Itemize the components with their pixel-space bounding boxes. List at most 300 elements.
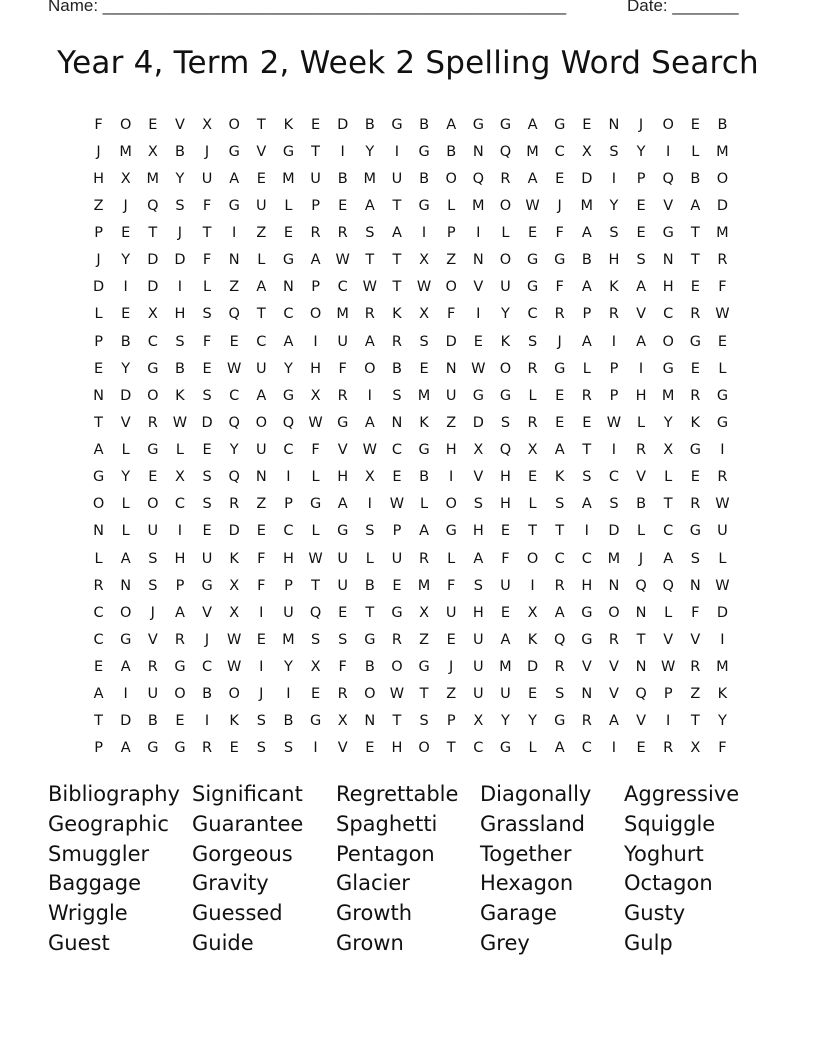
grid-letter: D [174, 252, 186, 269]
grid-letter: G [472, 387, 484, 404]
grid-letter: S [609, 143, 619, 160]
grid-letter: Y [636, 143, 646, 160]
grid-letter: E [148, 469, 158, 486]
grid-letter: X [473, 713, 484, 730]
grid-letter: A [581, 496, 592, 513]
grid-letter: I [720, 442, 725, 459]
grid-letter: G [662, 225, 674, 242]
grid-letter: Y [365, 143, 375, 160]
grid-letter: G [526, 252, 539, 269]
grid-letter: E [555, 414, 565, 431]
grid-letter: B [174, 143, 185, 160]
word-list-item: Baggage [48, 871, 142, 896]
grid-row [85, 437, 736, 464]
grid-letter: T [528, 523, 537, 540]
grid-letter: O [526, 550, 539, 567]
grid-letter: C [554, 550, 565, 567]
grid-letter: O [364, 360, 376, 377]
grid-letter: N [445, 360, 457, 377]
grid-letter: Y [229, 442, 239, 459]
grid-letter: T [365, 252, 375, 269]
grid-letter: E [148, 116, 158, 133]
grid-letter: V [663, 631, 674, 648]
grid-letter: E [636, 197, 646, 214]
grid-letter: A [581, 225, 592, 242]
grid-letter: Z [419, 631, 430, 648]
grid-letter: O [662, 116, 674, 133]
grid-letter: S [365, 225, 375, 242]
grid-letter: C [581, 550, 592, 567]
grid-letter: F [94, 116, 103, 133]
grid-letter: N [608, 577, 620, 594]
grid-letter: P [94, 740, 103, 757]
grid-letter: T [636, 631, 646, 648]
grid-letter: C [527, 306, 538, 323]
grid-letter: R [608, 306, 619, 323]
grid-letter: D [472, 414, 484, 431]
grid-letter: S [202, 496, 212, 513]
grid-row [85, 654, 736, 681]
grid-letter: M [607, 550, 621, 567]
grid-letter: F [311, 442, 320, 459]
grid-letter: U [500, 686, 511, 703]
grid-letter: O [445, 170, 457, 187]
grid-letter: V [581, 659, 592, 676]
grid-letter: P [446, 225, 456, 242]
grid-letter: F [338, 659, 347, 676]
grid-letter: V [256, 143, 267, 160]
grid-letter: E [283, 225, 294, 242]
grid-letter: E [690, 469, 700, 486]
grid-letter: Y [121, 469, 131, 486]
grid-letter: P [94, 333, 103, 350]
grid-letter: L [447, 197, 456, 214]
grid-letter: M [363, 170, 377, 187]
grid-letter: C [283, 306, 294, 323]
grid-letter: P [94, 225, 103, 242]
grid-letter: R [717, 252, 728, 269]
grid-letter: I [177, 523, 183, 540]
grid-letter: E [717, 333, 728, 350]
grid-letter: L [582, 360, 591, 377]
grid-letter: G [716, 414, 729, 431]
grid-letter: Z [446, 686, 457, 703]
grid-letter: F [718, 279, 727, 296]
grid-letter: C [554, 143, 565, 160]
grid-letter: B [717, 116, 728, 133]
grid-letter: Z [256, 496, 267, 513]
grid-letter: E [93, 360, 104, 377]
grid-letter: S [175, 197, 185, 214]
grid-letter: J [638, 550, 644, 567]
word-list-item: Smuggler [48, 841, 150, 866]
grid-letter: H [93, 170, 105, 187]
grid-letter: A [581, 333, 592, 350]
grid-letter: R [527, 414, 538, 431]
grid-letter: P [636, 170, 646, 187]
grid-letter: G [418, 197, 430, 214]
grid-letter: F [447, 306, 456, 323]
grid-letter: T [663, 496, 673, 513]
grid-letter: J [638, 116, 644, 133]
word-column [192, 780, 336, 959]
grid-letter: D [716, 604, 729, 621]
grid-letter: V [174, 116, 185, 133]
grid-letter: A [120, 659, 131, 676]
grid-letter: B [337, 170, 348, 187]
grid-letter: G [364, 631, 376, 648]
grid-letter: U [337, 333, 348, 350]
grid-letter: C [283, 442, 294, 459]
grid-letter: R [663, 740, 674, 757]
grid-letter: R [147, 414, 158, 431]
grid-letter: E [555, 387, 565, 404]
grid-row [85, 111, 736, 138]
grid-letter: S [582, 469, 592, 486]
grid-letter: H [174, 550, 186, 567]
grid-letter: G [472, 116, 484, 133]
grid-letter: E [500, 523, 511, 540]
grid-letter: S [636, 252, 646, 269]
grid-letter: A [636, 279, 647, 296]
word-list-item: Diagonally [480, 782, 592, 806]
grid-letter: Z [446, 414, 457, 431]
grid-letter: I [340, 143, 345, 160]
grid-letter: J [96, 143, 101, 160]
grid-letter: I [666, 713, 671, 730]
grid-letter: S [609, 496, 619, 513]
grid-letter: L [311, 469, 320, 486]
grid-letter: I [313, 333, 318, 350]
grid-letter: P [609, 360, 619, 377]
grid-letter: B [636, 496, 647, 513]
grid-letter: A [93, 442, 104, 459]
grid-letter: E [555, 170, 565, 187]
grid-letter: I [259, 659, 264, 676]
grid-letter: G [499, 740, 512, 757]
grid-letter: G [554, 116, 566, 133]
grid-letter: U [147, 686, 159, 703]
grid-letter: P [582, 306, 592, 323]
grid-letter: E [202, 442, 212, 459]
grid-letter: S [310, 631, 321, 648]
grid-letter: N [472, 252, 484, 269]
grid-letter: M [417, 387, 431, 404]
grid-letter: E [690, 279, 700, 296]
grid-letter: R [636, 442, 647, 459]
grid-letter: R [391, 333, 402, 350]
grid-letter: W [416, 279, 432, 296]
grid-letter: E [392, 577, 402, 594]
grid-letter: Q [553, 631, 566, 648]
grid-letter: E [636, 225, 646, 242]
grid-letter: O [309, 306, 322, 323]
grid-letter: X [527, 604, 538, 621]
grid-letter: J [177, 225, 183, 242]
grid-letter: U [717, 523, 728, 540]
grid-letter: R [310, 225, 321, 242]
grid-letter: G [147, 442, 159, 459]
word-list-item: Guide [192, 930, 254, 955]
grid-letter: K [717, 686, 728, 703]
grid-letter: A [500, 631, 511, 648]
grid-letter: W [389, 496, 405, 513]
grid-letter: T [94, 414, 103, 431]
grid-letter: M [716, 225, 729, 242]
grid-letter: N [283, 279, 294, 296]
grid-letter: L [121, 496, 130, 513]
grid-letter: S [690, 550, 700, 567]
grid-letter: A [93, 686, 104, 703]
grid-letter: G [662, 360, 674, 377]
grid-letter: S [609, 225, 619, 242]
grid-letter: S [555, 686, 565, 703]
grid-letter: O [228, 686, 240, 703]
grid-row [85, 572, 736, 599]
grid-letter: V [608, 659, 619, 676]
grid-letter: K [229, 713, 239, 730]
grid-letter: U [500, 577, 511, 594]
grid-letter: Y [718, 713, 727, 730]
grid-letter: U [337, 550, 348, 567]
grid-letter: I [449, 469, 454, 486]
grid-letter: V [663, 197, 674, 214]
grid-letter: G [391, 116, 403, 133]
word-column [336, 780, 480, 959]
grid-letter: Q [635, 577, 647, 594]
grid-letter: O [228, 116, 240, 133]
grid-letter: N [689, 577, 701, 594]
grid-letter: V [690, 631, 701, 648]
grid-letter: Z [256, 225, 267, 242]
grid-letter: L [284, 197, 293, 214]
grid-letter: H [391, 740, 403, 757]
grid-letter: R [554, 306, 565, 323]
word-column [48, 780, 192, 959]
grid-letter: L [718, 550, 727, 567]
grid-letter: I [720, 631, 725, 648]
grid-letter: U [445, 604, 457, 621]
grid-letter: P [311, 279, 320, 296]
grid-letter: O [92, 496, 105, 513]
grid-letter: O [147, 387, 159, 404]
grid-letter: E [310, 686, 321, 703]
grid-letter: A [364, 197, 375, 214]
grid-letter: N [662, 252, 674, 269]
grid-row [85, 138, 736, 165]
grid-letter: B [364, 116, 375, 133]
grid-letter: R [581, 713, 592, 730]
grid-letter: N [581, 686, 593, 703]
grid-letter: D [120, 387, 132, 404]
grid-letter: A [663, 550, 674, 567]
date-field-label: Date: _______ [627, 0, 739, 15]
grid-letter: G [418, 659, 430, 676]
grid-letter: L [257, 252, 266, 269]
word-list-item: Bibliography [48, 782, 180, 806]
grid-letter: D [92, 279, 105, 296]
grid-letter: C [256, 333, 267, 350]
grid-letter: K [175, 387, 185, 404]
grid-letter: X [202, 116, 213, 133]
grid-letter: P [311, 197, 320, 214]
grid-letter: G [174, 740, 186, 757]
grid-letter: C [663, 306, 674, 323]
grid-row [85, 464, 736, 491]
grid-row [85, 735, 736, 762]
grid-letter: Y [528, 713, 537, 730]
grid-letter: B [174, 360, 185, 377]
grid-letter: Q [662, 170, 674, 187]
grid-letter: T [392, 279, 402, 296]
grid-letter: D [716, 197, 729, 214]
grid-letter: H [662, 279, 674, 296]
grid-letter: R [364, 306, 375, 323]
grid-letter: O [418, 740, 430, 757]
grid-letter: G [282, 387, 295, 404]
grid-letter: R [690, 306, 701, 323]
grid-letter: X [364, 469, 375, 486]
grid-letter: O [147, 496, 159, 513]
grid-letter: E [338, 604, 348, 621]
grid-letter: E [256, 523, 266, 540]
grid-letter: E [527, 225, 538, 242]
word-list-item: Significant [192, 782, 303, 806]
grid-letter: M [499, 659, 512, 676]
grid-letter: O [119, 116, 132, 133]
grid-letter: W [227, 659, 242, 676]
grid-letter: H [310, 360, 322, 377]
grid-letter: H [472, 523, 484, 540]
grid-letter: M [417, 577, 431, 594]
grid-letter: E [93, 659, 104, 676]
grid-letter: G [391, 604, 403, 621]
grid-letter: V [473, 469, 484, 486]
grid-letter: B [419, 170, 430, 187]
grid-letter: A [174, 604, 185, 621]
grid-letter: G [581, 631, 593, 648]
grid-letter: S [338, 631, 348, 648]
grid-letter: F [257, 577, 266, 594]
word-list-item: Pentagon [336, 841, 435, 866]
grid-letter: B [446, 143, 457, 160]
grid-letter: I [177, 279, 183, 296]
grid-letter: H [174, 306, 186, 323]
grid-letter: R [608, 631, 619, 648]
grid-letter: J [557, 333, 562, 350]
grid-letter: T [94, 713, 103, 730]
grid-letter: R [690, 496, 701, 513]
name-field-label: Name: _________________________________________________ [48, 0, 567, 15]
grid-letter: D [608, 523, 620, 540]
grid-letter: I [476, 306, 481, 323]
grid-row [85, 165, 736, 192]
grid-letter: R [337, 225, 348, 242]
grid-letter: H [337, 469, 349, 486]
word-list-item: Yoghurt [624, 841, 704, 866]
grid-letter: V [120, 414, 131, 431]
grid-letter: Y [121, 360, 131, 377]
grid-letter: M [716, 143, 729, 160]
word-list-item: Garage [480, 901, 557, 926]
grid-letter: D [201, 414, 213, 431]
grid-letter: L [501, 225, 510, 242]
grid-letter: I [259, 604, 264, 621]
word-list-item: Guarantee [192, 811, 304, 836]
grid-letter: U [500, 279, 511, 296]
grid-letter: I [232, 225, 237, 242]
grid-letter: D [147, 252, 159, 269]
grid-letter: R [174, 631, 185, 648]
grid-row [85, 220, 736, 247]
grid-letter: U [201, 170, 213, 187]
grid-letter: S [256, 713, 266, 730]
grid-letter: G [554, 360, 566, 377]
grid-letter: R [229, 496, 240, 513]
grid-letter: S [555, 496, 565, 513]
grid-row [85, 328, 736, 355]
grid-letter: A [310, 252, 321, 269]
grid-letter: V [636, 469, 647, 486]
grid-letter: F [718, 740, 727, 757]
grid-letter: L [121, 523, 130, 540]
grid-letter: W [335, 252, 350, 269]
grid-letter: M [661, 387, 675, 404]
grid-letter: C [93, 631, 104, 648]
grid-letter: I [476, 225, 481, 242]
grid-letter: B [364, 659, 375, 676]
grid-letter: F [555, 279, 564, 296]
grid-letter: Q [228, 306, 240, 323]
grid-letter: I [367, 496, 372, 513]
grid-letter: T [365, 604, 375, 621]
grid-letter: G [716, 387, 729, 404]
grid-letter: X [690, 740, 701, 757]
grid-letter: C [473, 740, 484, 757]
grid-letter: X [147, 306, 158, 323]
grid-letter: S [365, 523, 375, 540]
grid-letter: J [204, 143, 210, 160]
grid-letter: N [364, 713, 376, 730]
grid-letter: G [689, 333, 701, 350]
grid-letter: M [336, 306, 349, 323]
grid-letter: K [527, 631, 538, 648]
grid-letter: X [147, 143, 158, 160]
word-column [624, 780, 768, 959]
word-list-item: Grassland [480, 811, 585, 836]
grid-letter: W [172, 414, 188, 431]
grid-letter: S [148, 577, 158, 594]
grid-letter: C [608, 469, 619, 486]
grid-letter: U [391, 170, 403, 187]
grid-letter: M [716, 659, 729, 676]
grid-letter: L [718, 360, 727, 377]
grid-letter: O [119, 604, 132, 621]
grid-letter: C [229, 387, 240, 404]
grid-letter: G [418, 143, 430, 160]
grid-letter: Q [282, 414, 295, 431]
grid-letter: U [473, 631, 484, 648]
grid-letter: Y [663, 414, 673, 431]
grid-letter: Q [662, 577, 674, 594]
grid-letter: I [611, 740, 617, 757]
grid-letter: T [392, 197, 402, 214]
grid-letter: L [365, 550, 374, 567]
word-list-item: Growth [336, 901, 413, 926]
grid-letter: G [282, 252, 295, 269]
word-list-item: Gravity [192, 871, 269, 896]
grid-letter: P [284, 577, 293, 594]
